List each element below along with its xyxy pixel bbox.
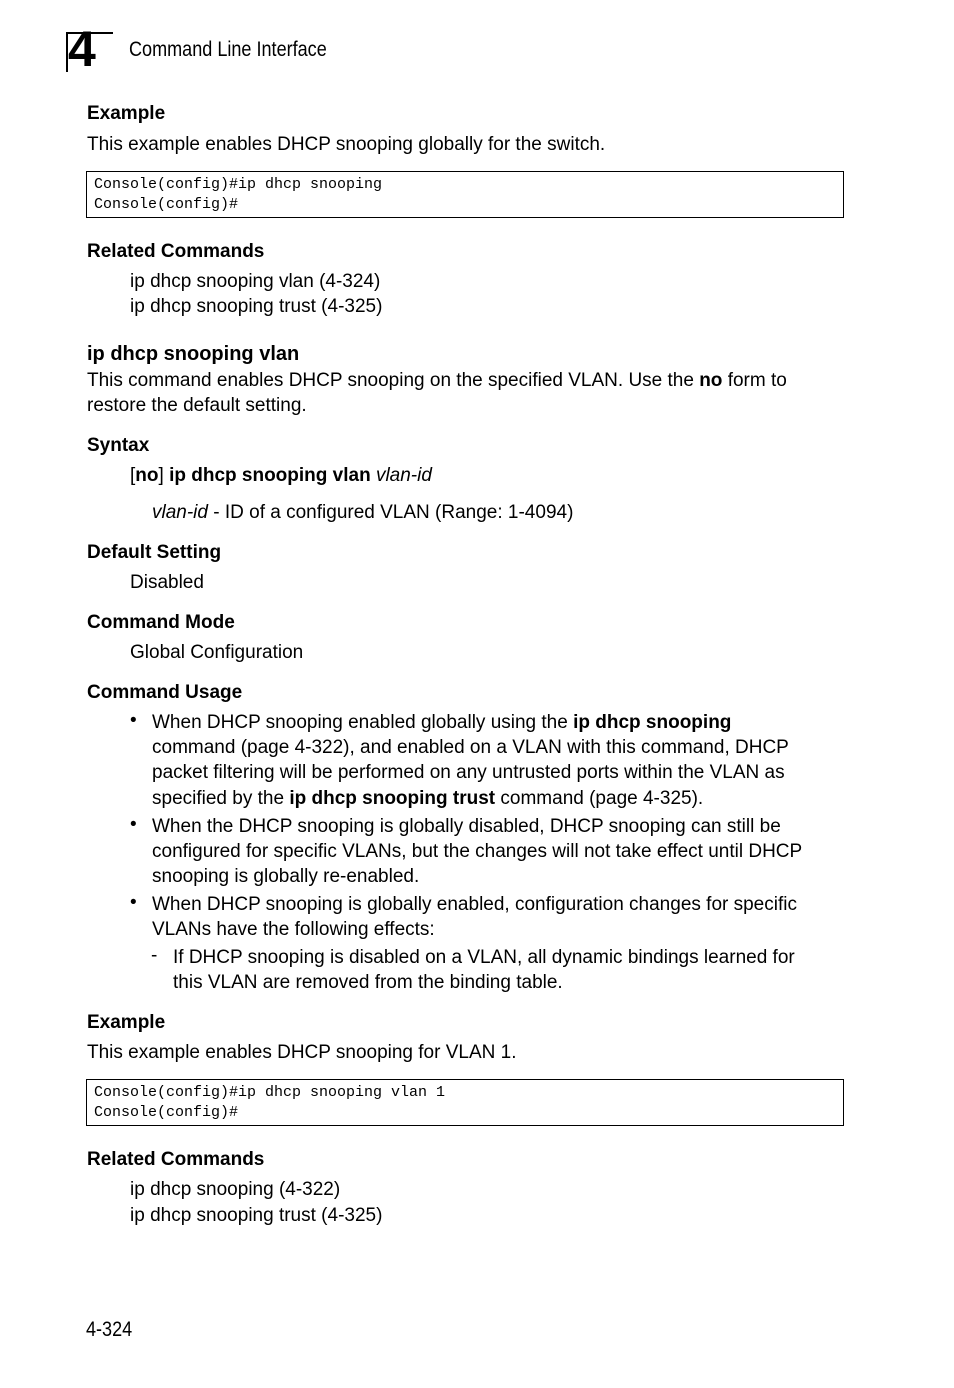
code-block	[86, 171, 844, 218]
bullet-marker: •	[130, 710, 137, 731]
bullet-marker: •	[130, 814, 137, 835]
usage-line: packet filtering will be performed on any untrusted ports within the VLAN as	[152, 762, 785, 783]
usage-subline: this VLAN are removed from the binding table.	[173, 972, 563, 993]
parameter-description: vlan-id - ID of a configured VLAN (Range: 1-4094)	[152, 502, 574, 523]
related-commands-heading: Related Commands	[87, 241, 265, 262]
related-command-item: ip dhcp snooping vlan (4-324)	[130, 271, 381, 292]
usage-line: specified by the ip dhcp snooping trust command (page 4-325).	[152, 788, 704, 809]
default-setting-value: Disabled	[130, 572, 204, 593]
command-mode-heading: Command Mode	[87, 612, 235, 633]
bullet-marker: •	[130, 892, 137, 913]
syntax-line: [no] ip dhcp snooping vlan vlan-id	[130, 465, 432, 486]
code-line: Console(config)#	[94, 196, 239, 213]
related-command-item: ip dhcp snooping (4-322)	[130, 1179, 341, 1200]
page-number: 4-324	[86, 1318, 133, 1341]
default-setting-heading: Default Setting	[87, 542, 222, 563]
example-text: This example enables DHCP snooping globally for the switch.	[87, 134, 606, 155]
code-line: Console(config)#ip dhcp snooping	[94, 176, 383, 193]
command-mode-value: Global Configuration	[130, 642, 304, 663]
usage-line: VLANs have the following effects:	[152, 919, 435, 940]
dash-marker: -	[151, 945, 158, 966]
example-heading: Example	[87, 103, 166, 124]
usage-line: When DHCP snooping is globally enabled, configuration changes for specific	[152, 894, 797, 915]
example-text: This example enables DHCP snooping for VLAN 1.	[87, 1042, 517, 1063]
usage-line: When the DHCP snooping is globally disabled, DHCP snooping can still be	[152, 816, 781, 837]
related-command-item: ip dhcp snooping trust (4-325)	[130, 296, 383, 317]
related-command-item: ip dhcp snooping trust (4-325)	[130, 1205, 383, 1226]
usage-line: When DHCP snooping enabled globally using the ip dhcp snooping	[152, 712, 732, 733]
related-commands-heading: Related Commands	[87, 1149, 265, 1170]
usage-line: snooping is globally re-enabled.	[152, 866, 420, 887]
syntax-heading: Syntax	[87, 435, 150, 456]
code-line: Console(config)#	[94, 1104, 239, 1121]
chapter-number: 4	[68, 21, 95, 77]
usage-line: command (page 4-322), and enabled on a VLAN with this command, DHCP	[152, 737, 789, 758]
command-description-line: restore the default setting.	[87, 395, 307, 416]
header-title: Command Line Interface	[129, 38, 327, 61]
code-block	[86, 1079, 844, 1126]
code-line: Console(config)#ip dhcp snooping vlan 1	[94, 1084, 446, 1101]
usage-subline: If DHCP snooping is disabled on a VLAN, all dynamic bindings learned for	[173, 947, 795, 968]
command-usage-heading: Command Usage	[87, 682, 243, 703]
example-heading: Example	[87, 1012, 166, 1033]
command-title: ip dhcp snooping vlan	[87, 343, 300, 365]
usage-line: configured for specific VLANs, but the changes will not take effect until DHCP	[152, 841, 803, 862]
command-description-line: This command enables DHCP snooping on the specified VLAN. Use the no form to	[87, 370, 787, 391]
